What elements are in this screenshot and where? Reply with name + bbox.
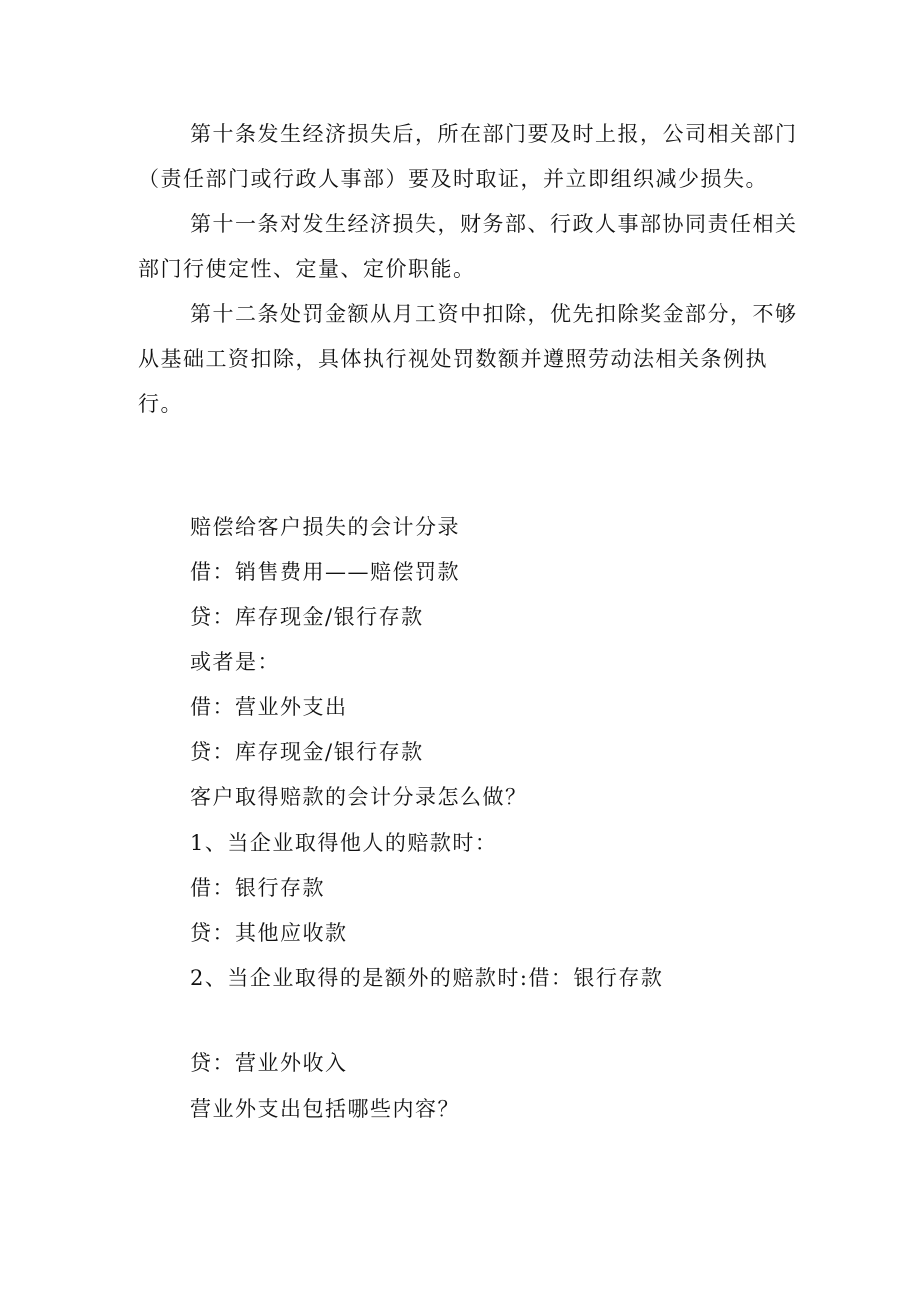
entry-credit-other-receivables: 贷：其他应收款 — [190, 921, 348, 945]
entry-case-2: 2、当企业取得的是额外的赔款时:借：银行存款 — [190, 966, 664, 990]
entry-alternative-label: 或者是： — [190, 650, 280, 674]
entry-credit-non-operating-income: 贷：营业外收入 — [190, 1051, 348, 1075]
entry-debit-non-operating-expense: 借：营业外支出 — [190, 695, 348, 719]
entry-credit-cash-2: 贷：库存现金/银行存款 — [190, 740, 424, 764]
entry-credit-cash: 贷：库存现金/银行存款 — [190, 605, 424, 629]
article-11-paragraph: 第十一条对发生经济损失，财务部、行政人事部协同责任相关部门行使定性、定量、定价职能。 — [138, 212, 798, 281]
entry-debit-sales-expense: 借：销售费用——赔偿罚款 — [190, 560, 460, 584]
entry-heading-compensation: 赔偿给客户损失的会计分录 — [190, 515, 460, 539]
article-10-paragraph: 第十条发生经济损失后，所在部门要及时上报，公司相关部门（责任部门或行政人事部）要及时取证，并立即组织减少损失。 — [138, 122, 798, 191]
article-12-paragraph: 第十二条处罚金额从月工资中扣除，优先扣除奖金部分，不够从基础工资扣除，具体执行视处罚数额并遵照劳动法相关条例执行。 — [138, 302, 798, 416]
entry-case-1: 1、当企业取得他人的赔款时： — [190, 831, 498, 855]
entry-debit-bank-deposit: 借：银行存款 — [190, 876, 325, 900]
entry-heading-receive-compensation: 客户取得赔款的会计分录怎么做？ — [190, 785, 528, 809]
entry-heading-non-operating-expense-question: 营业外支出包括哪些内容？ — [190, 1097, 460, 1121]
